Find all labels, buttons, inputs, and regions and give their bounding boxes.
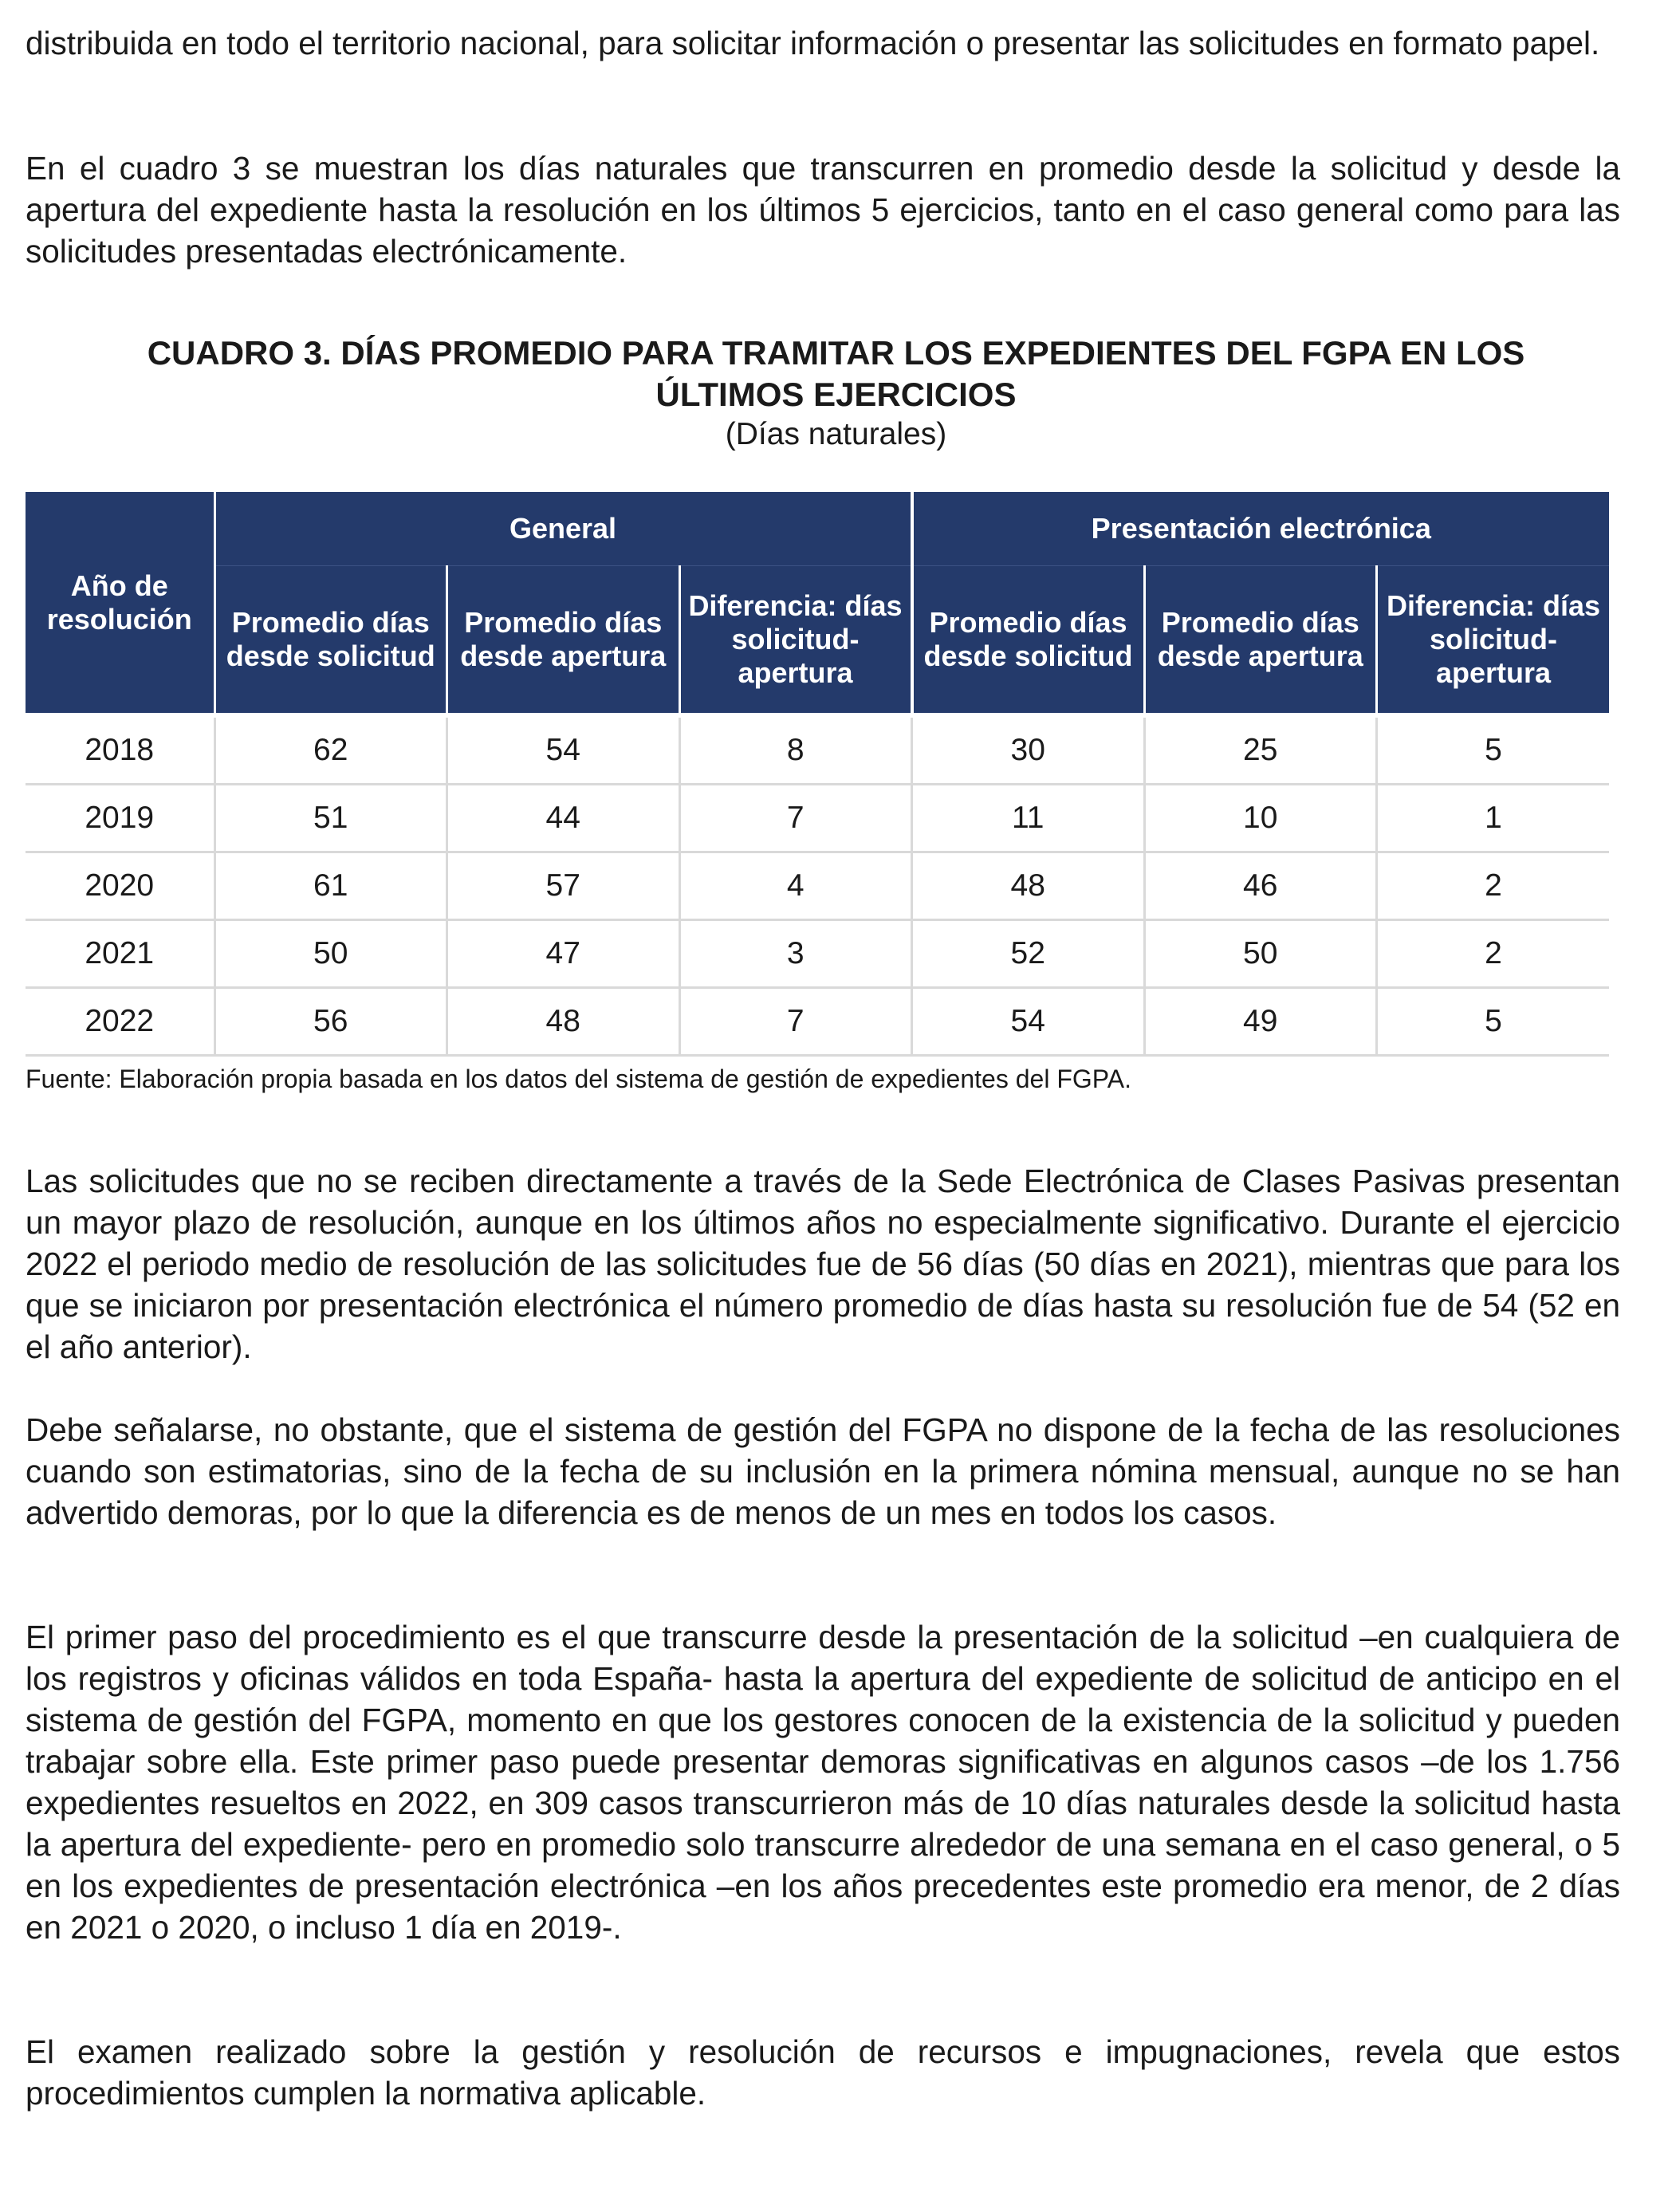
table-subtitle: (Días naturales)	[725, 417, 947, 451]
cell-general-diferencia: 7	[679, 988, 912, 1056]
header-group-general: General	[214, 492, 912, 566]
cell-year: 2021	[26, 920, 214, 988]
cell-general-solicitud: 61	[214, 852, 447, 920]
header-electronic-diferencia: Diferencia: días solicitud-apertura	[1377, 566, 1610, 714]
cell-electronic-solicitud: 52	[912, 920, 1145, 988]
cell-electronic-diferencia: 2	[1377, 920, 1610, 988]
cell-general-solicitud: 50	[214, 920, 447, 988]
paragraph-fecha-resoluciones: Debe señalarse, no obstante, que el sistema de gestión del FGPA no dispone de la fecha de las resoluciones cuando son estimatorias, sino de la fecha de su inclusión en la primera nómina mensual, aunque no se han advertido demoras, por lo que la diferencia es de menos de un mes en todos los casos.	[26, 1411, 1620, 1531]
cuadro-3-table	[26, 492, 1609, 1057]
cell-electronic-diferencia: 5	[1377, 718, 1610, 785]
cell-general-solicitud: 51	[214, 785, 447, 852]
table-source-note: Fuente: Elaboración propia basada en los datos del sistema de gestión de expedientes del FGPA.	[26, 1065, 1131, 1093]
cell-year: 2022	[26, 988, 214, 1056]
cell-general-diferencia: 8	[679, 718, 912, 785]
table-row	[26, 785, 1609, 852]
cell-electronic-solicitud: 48	[912, 852, 1145, 920]
header-general-apertura: Promedio días desde apertura	[447, 566, 680, 714]
header-year: Año de resolución	[26, 492, 214, 713]
cell-general-apertura: 57	[447, 852, 680, 920]
paragraph-cuadro-reference: En el cuadro 3 se muestran los días naturales que transcurren en promedio desde la solicitud y desde la apertura del expediente hasta la resolución en los últimos 5 ejercicios, tanto en el caso general como para las solicitudes presentadas electrónicamente.	[26, 150, 1620, 270]
table-title-line-1: CUADRO 3. DÍAS PROMEDIO PARA TRAMITAR LOS EXPEDIENTES DEL FGPA EN LOS	[147, 334, 1525, 372]
header-group-electronic: Presentación electrónica	[912, 492, 1610, 566]
cell-year: 2020	[26, 852, 214, 920]
cell-electronic-solicitud: 30	[912, 718, 1145, 785]
table-title-line-2: ÚLTIMOS EJERCICIOS	[655, 376, 1017, 413]
cell-electronic-diferencia: 2	[1377, 852, 1610, 920]
header-general-diferencia: Diferencia: días solicitud-apertura	[679, 566, 912, 714]
cell-general-apertura: 47	[447, 920, 680, 988]
header-electronic-apertura: Promedio días desde apertura	[1144, 566, 1377, 714]
paragraph-plazo-resolucion: Las solicitudes que no se reciben directamente a través de la Sede Electrónica de Clases Pasivas presentan un mayor plazo de resolución, aunque en los últimos años no especialmente significativo. Durante el ejercicio 2022 el periodo medio de resolución de las solicitudes fue de 56 días (50 días en 2021), mientras que para los que se iniciaron por presentación electrónica el número promedio de días hasta su resolución fue de 54 (52 en el año anterior).	[26, 1163, 1620, 1365]
cell-electronic-diferencia: 5	[1377, 988, 1610, 1056]
paragraph-intro-continued: distribuida en todo el territorio nacional, para solicitar información o presentar las solicitudes en formato papel.	[26, 25, 1600, 61]
cell-general-solicitud: 62	[214, 718, 447, 785]
cell-general-solicitud: 56	[214, 988, 447, 1056]
header-electronic-solicitud: Promedio días desde solicitud	[912, 566, 1145, 714]
cell-electronic-apertura: 46	[1144, 852, 1377, 920]
cell-general-diferencia: 7	[679, 785, 912, 852]
cell-year: 2019	[26, 785, 214, 852]
table-row	[26, 852, 1609, 920]
table-row	[26, 988, 1609, 1056]
cell-electronic-diferencia: 1	[1377, 785, 1610, 852]
paragraph-primer-paso: El primer paso del procedimiento es el que transcurre desde la presentación de la solicitud –en cualquiera de los registros y oficinas válidos en toda España- hasta la apertura del expediente de solicitud de anticipo en el sistema de gestión del FGPA, momento en que los gestores conocen de la existencia de la solicitud y pueden trabajar sobre ella. Este primer paso puede presentar demoras significativas en algunos casos –de los 1.756 expedientes resueltos en 2022, en 309 casos transcurrieron más de 10 días naturales desde la solicitud hasta la apertura del expediente- pero en promedio solo transcurre alrededor de una semana en el caso general, o 5 en los expedientes de presentación electrónica –en los años precedentes este promedio era menor, de 2 días en 2021 o 2020, o incluso 1 día en 2019-.	[26, 1619, 1620, 1946]
table-row	[26, 718, 1609, 785]
cell-year: 2018	[26, 718, 214, 785]
table-row	[26, 920, 1609, 988]
header-general-solicitud: Promedio días desde solicitud	[214, 566, 447, 714]
paragraph-recursos: El examen realizado sobre la gestión y resolución de recursos e impugnaciones, revela que estos procedimientos cumplen la normativa aplicable.	[26, 2033, 1620, 2112]
cell-general-apertura: 48	[447, 988, 680, 1056]
cell-electronic-apertura: 50	[1144, 920, 1377, 988]
cell-electronic-solicitud: 11	[912, 785, 1145, 852]
cell-electronic-solicitud: 54	[912, 988, 1145, 1056]
cell-electronic-apertura: 10	[1144, 785, 1377, 852]
cell-electronic-apertura: 25	[1144, 718, 1377, 785]
cell-electronic-apertura: 49	[1144, 988, 1377, 1056]
cell-general-apertura: 44	[447, 785, 680, 852]
cell-general-diferencia: 4	[679, 852, 912, 920]
cell-general-diferencia: 3	[679, 920, 912, 988]
cell-general-apertura: 54	[447, 718, 680, 785]
